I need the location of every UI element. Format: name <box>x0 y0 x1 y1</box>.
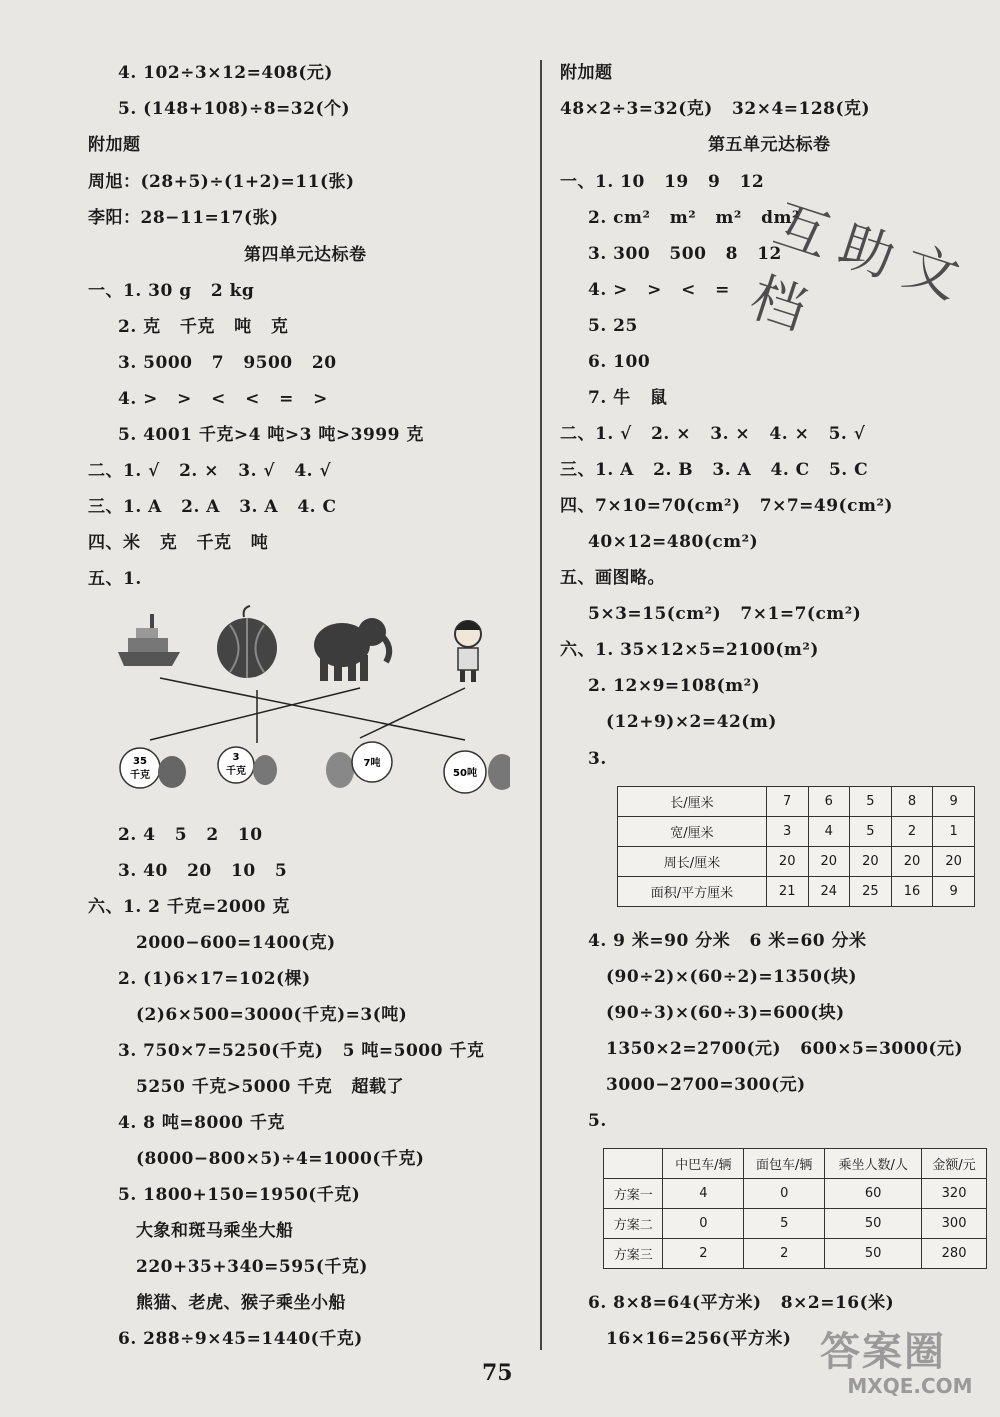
left-line: (8000−800×5)÷4=1000(千克) <box>136 1149 425 1169</box>
table-cell: 60 <box>825 1179 922 1209</box>
left-line: 3. 750×7=5250(千克) 5 吨=5000 千克 <box>118 1041 485 1061</box>
weight-label: 3 <box>232 752 240 763</box>
left-line: 5. (148+108)÷8=32(个) <box>118 99 351 119</box>
match-line <box>360 688 465 738</box>
table-cell: 16 <box>891 877 933 907</box>
tortoise-weight <box>120 748 186 788</box>
table-cell: 5 <box>850 817 892 847</box>
right-line: 1350×2=2700(元) 600×5=3000(元) <box>606 1039 963 1059</box>
right-line: 48×2÷3=32(克) 32×4=128(克) <box>560 99 871 119</box>
table-cell: 中巴车/辆 <box>663 1149 744 1179</box>
table-cell: 6 <box>808 787 850 817</box>
right-line: 3000−2700=300(元) <box>606 1075 806 1095</box>
table-cell: 4 <box>808 817 850 847</box>
table-cell <box>604 1149 663 1179</box>
table-row <box>604 1179 987 1209</box>
site-logo <box>820 1330 1000 1417</box>
left-line: 2. 4 5 2 10 <box>118 825 263 845</box>
table-cell: 9 <box>933 787 975 817</box>
left-line: 5. 4001 千克>4 吨>3 吨>3999 克 <box>118 425 424 445</box>
left-line: 2000−600=1400(克) <box>136 933 336 953</box>
right-line: 5×3=15(cm²) 7×1=7(cm²) <box>588 604 862 624</box>
table-cell: 1 <box>933 817 975 847</box>
rectangle-table <box>617 786 975 907</box>
table-cell: 面包车/辆 <box>744 1149 825 1179</box>
weight-label: 7吨 <box>363 758 381 769</box>
table-cell: 长/厘米 <box>618 787 767 817</box>
left-line: 周旭：(28+5)÷(1+2)=11(张) <box>88 172 355 192</box>
table-cell: 9 <box>933 877 975 907</box>
table-cell: 20 <box>891 847 933 877</box>
table-cell: 8 <box>891 787 933 817</box>
left-line: 四、米 克 千克 吨 <box>88 533 269 553</box>
left-line: 五、1. <box>88 569 142 589</box>
left-line: 2. (1)6×17=102(棵) <box>118 969 311 989</box>
left-line: 熊猫、老虎、猴子乘坐小船 <box>136 1293 346 1313</box>
left-line: 2. 克 千克 吨 克 <box>118 317 289 337</box>
plan-table <box>603 1148 987 1269</box>
table-cell: 2 <box>663 1239 744 1269</box>
table-cell: 50 <box>825 1239 922 1269</box>
ship-icon <box>118 614 180 666</box>
table-cell: 20 <box>808 847 850 877</box>
left-line: 5250 千克>5000 千克 超载了 <box>136 1077 404 1097</box>
snail-weight <box>326 742 392 788</box>
mouse-weight <box>218 747 277 785</box>
right-line: 六、1. 35×12×5=2100(m²) <box>560 640 819 660</box>
table-cell: 2 <box>744 1239 825 1269</box>
table-cell: 面积/平方厘米 <box>618 877 767 907</box>
weight-label: 35 <box>133 756 147 767</box>
table-cell: 20 <box>766 847 808 877</box>
left-line: 六、1. 2 千克=2000 克 <box>88 897 290 917</box>
left-line: 4. 8 吨=8000 千克 <box>118 1113 285 1133</box>
table-cell: 3 <box>766 817 808 847</box>
matching-illustration <box>110 600 510 815</box>
weight-label: 千克 <box>130 770 150 781</box>
right-line: (90÷2)×(60÷2)=1350(块) <box>606 967 858 987</box>
left-line: 李阳：28−11=17(张) <box>88 208 279 228</box>
table-cell: 7 <box>766 787 808 817</box>
table-cell: 50 <box>825 1209 922 1239</box>
table-cell: 5 <box>850 787 892 817</box>
left-line: 3. 5000 7 9500 20 <box>118 353 337 373</box>
right-line: (12+9)×2=42(m) <box>606 712 777 732</box>
right-line: (90÷3)×(60÷3)=600(块) <box>606 1003 845 1023</box>
right-line: 6. 8×8=64(平方米) 8×2=16(米) <box>588 1293 895 1313</box>
right-line: 5. 25 <box>588 316 638 336</box>
match-line <box>150 688 360 740</box>
site-logo-text: 答案圈 <box>820 1329 946 1375</box>
right-line: 5. <box>588 1111 607 1131</box>
right-line: 40×12=480(cm²) <box>588 532 759 552</box>
column-divider <box>540 60 542 1350</box>
site-logo-url: MXQE.COM <box>847 1374 973 1398</box>
right-line: 四、7×10=70(cm²) 7×7=49(cm²) <box>560 496 893 516</box>
table-cell: 方案二 <box>604 1209 663 1239</box>
table-cell: 2 <box>891 817 933 847</box>
handwritten-watermark: 互助文档 <box>743 192 981 347</box>
right-line: 附加题 <box>560 63 613 83</box>
table-cell: 0 <box>663 1209 744 1239</box>
table-cell: 周长/厘米 <box>618 847 767 877</box>
right-line: 三、1. A 2. B 3. A 4. C 5. C <box>560 460 869 480</box>
page-number: 75 <box>482 1360 513 1386</box>
right-line: 2. cm² m² m² dm² <box>588 208 800 228</box>
right-line: 16×16=256(平方米) <box>606 1329 792 1349</box>
right-line: 7. 牛 鼠 <box>588 388 668 408</box>
left-line: 二、1. √ 2. × 3. √ 4. √ <box>88 461 332 481</box>
table-cell: 宽/厘米 <box>618 817 767 847</box>
table-row <box>618 787 975 817</box>
right-line: 一、1. 10 19 9 12 <box>560 172 765 192</box>
table-cell: 21 <box>766 877 808 907</box>
table-cell: 300 <box>922 1209 987 1239</box>
table-cell: 20 <box>850 847 892 877</box>
left-line: 5. 1800+150=1950(千克) <box>118 1185 361 1205</box>
right-line: 二、1. √ 2. × 3. × 4. × 5. √ <box>560 424 866 444</box>
left-line: 6. 288÷9×45=1440(千克) <box>118 1329 363 1349</box>
table-cell: 方案三 <box>604 1239 663 1269</box>
right-line: 2. 12×9=108(m²) <box>588 676 761 696</box>
table-row <box>604 1209 987 1239</box>
table-cell: 280 <box>922 1239 987 1269</box>
left-line: 4. > > < < = > <box>118 389 328 409</box>
table-cell: 20 <box>933 847 975 877</box>
table-cell: 25 <box>850 877 892 907</box>
table-row <box>604 1149 987 1179</box>
table-row <box>618 817 975 847</box>
right-line: 3. <box>588 749 607 769</box>
table-row <box>618 877 975 907</box>
weight-label: 50吨 <box>453 768 477 779</box>
table-row <box>618 847 975 877</box>
right-line: 4. 9 米=90 分米 6 米=60 分米 <box>588 931 867 951</box>
table-cell: 方案一 <box>604 1179 663 1209</box>
elephant-icon <box>314 618 389 681</box>
table-cell: 5 <box>744 1209 825 1239</box>
left-line: 3. 40 20 10 5 <box>118 861 288 881</box>
table-cell: 乘坐人数/人 <box>825 1149 922 1179</box>
section-title: 第五单元达标卷 <box>708 135 831 155</box>
left-line: 附加题 <box>88 135 141 155</box>
table-cell: 24 <box>808 877 850 907</box>
right-line: 4. > > < = <box>588 280 730 300</box>
left-line: 三、1. A 2. A 3. A 4. C <box>88 497 337 517</box>
left-line: 大象和斑马乘坐大船 <box>136 1221 294 1241</box>
left-line: 220+35+340=595(千克) <box>136 1257 368 1277</box>
left-line: 一、1. 30 g 2 kg <box>88 281 255 301</box>
table-cell: 320 <box>922 1179 987 1209</box>
table-cell: 0 <box>744 1179 825 1209</box>
table-row <box>604 1239 987 1269</box>
right-line: 6. 100 <box>588 352 651 372</box>
table-cell: 金额/元 <box>922 1149 987 1179</box>
right-line: 五、画图略。 <box>560 568 665 588</box>
watermelon-icon <box>217 606 277 678</box>
child-icon <box>455 621 481 682</box>
table-cell: 4 <box>663 1179 744 1209</box>
section-title: 第四单元达标卷 <box>244 245 367 265</box>
left-line: 4. 102÷3×12=408(元) <box>118 63 333 83</box>
right-line: 3. 300 500 8 12 <box>588 244 782 264</box>
left-line: (2)6×500=3000(千克)=3(吨) <box>136 1005 408 1025</box>
pig-weight <box>444 751 510 793</box>
weight-label: 千克 <box>226 766 246 777</box>
